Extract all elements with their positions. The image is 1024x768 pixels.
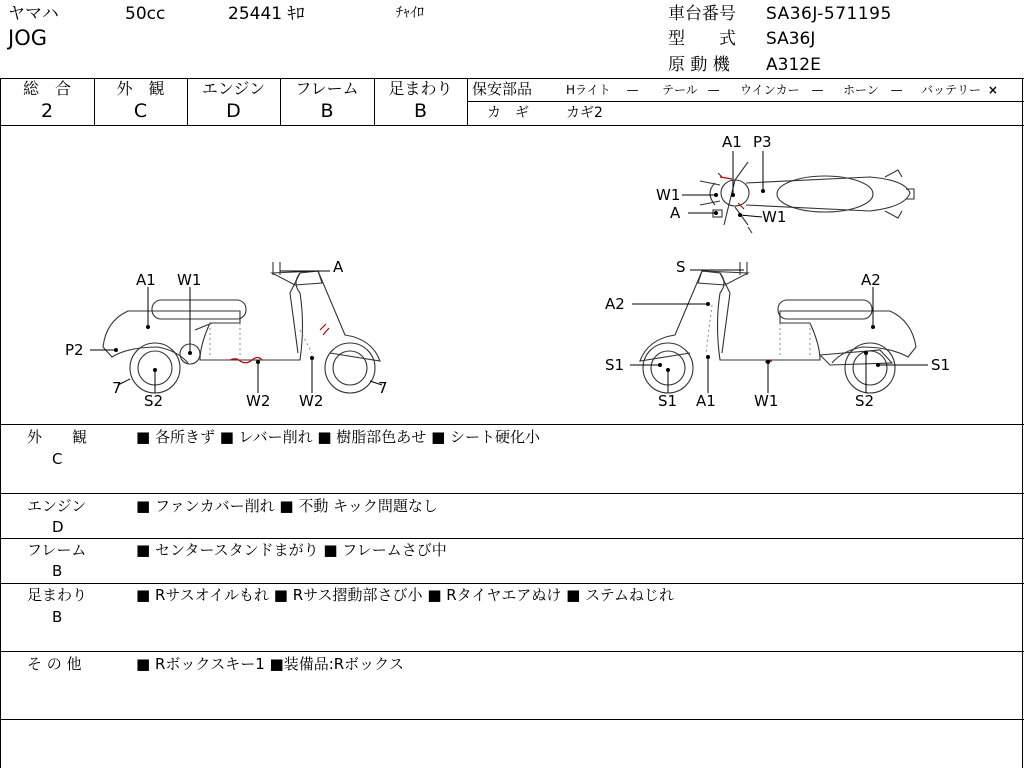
remark-category-engine: エンジン (27, 497, 87, 515)
grade-frame-value: B (320, 100, 334, 122)
diagram-label: W2 (246, 392, 271, 410)
safety-battery (921, 84, 998, 96)
model-name: JOG (8, 26, 47, 50)
diagram-label: W1 (656, 186, 681, 204)
scooter-top-view (700, 162, 914, 233)
safety-horn (843, 84, 903, 96)
remark-category-other: そ の 他 (27, 655, 82, 673)
remark-text-exterior: ■ 各所きず ■ レバー削れ ■ 樹脂部色あせ ■ シート硬化小 (136, 428, 541, 446)
grid-line (468, 101, 1024, 102)
diagram-label: A2 (861, 271, 881, 289)
displacement: 50cc (125, 4, 166, 24)
diagram-label: P2 (65, 341, 84, 359)
grade-suspension-value: B (413, 100, 428, 122)
diagram-label: P3 (753, 133, 772, 151)
safety-item-status: × (987, 83, 998, 97)
safety-item-name: Hライト (566, 83, 611, 97)
frame-number-label: 車台番号 (668, 4, 736, 24)
remark-grade-suspension: B (52, 608, 63, 626)
grid-line (0, 651, 1024, 652)
diagram-label: 7 (112, 379, 122, 397)
grade-exterior-label: 外 観 (116, 79, 165, 98)
diagram-label: A (333, 258, 344, 276)
mileage: 25441 ｷﾛ (228, 4, 305, 24)
diagram-label: A2 (605, 295, 625, 313)
remark-grade-exterior: C (52, 450, 63, 468)
safety-headlight (566, 84, 639, 96)
maker: ヤマハ (8, 4, 59, 24)
remark-category-frame: フレーム (27, 541, 87, 559)
key-value: カギ2 (566, 105, 603, 121)
safety-parts-label: 保安部品 (472, 80, 533, 98)
diagram-label: W1 (754, 392, 779, 410)
grid-line (0, 493, 1024, 494)
grid-line (467, 78, 468, 125)
safety-item-status: — (811, 83, 824, 97)
safety-item-name: ウインカー (740, 83, 800, 97)
grid-line (0, 538, 1024, 539)
damage-diagram (0, 125, 1024, 425)
grade-overall-label: 総 合 (22, 79, 71, 98)
frame-number-value: SA36J-571195 (766, 4, 892, 24)
grade-suspension-label: 足まわり (388, 79, 453, 98)
safety-item-name: テール (662, 83, 698, 97)
engine-type-value: A312E (766, 55, 821, 75)
remark-grade-frame: B (52, 562, 63, 580)
remark-grade-engine: D (52, 518, 64, 536)
diagram-label: 7 (378, 379, 388, 397)
diagram-label: A1 (722, 133, 742, 151)
remark-category-exterior: 外 観 (27, 428, 88, 446)
model-type-value: SA36J (766, 29, 816, 49)
safety-item-name: バッテリー (921, 83, 982, 97)
safety-item-status: — (707, 83, 720, 97)
diagram-label: S (676, 258, 686, 276)
remark-text-engine: ■ ファンカバー削れ ■ 不動 キック問題なし (136, 497, 438, 515)
remark-text-suspension: ■ Rサスオイルもれ ■ Rサス摺動部さび小 ■ Rタイヤエアぬけ ■ ステムねじれ (136, 586, 675, 604)
diagram-label: W1 (762, 208, 787, 226)
safety-item-name: ホーン (843, 83, 879, 97)
key-label: カ ギ (487, 105, 529, 121)
remark-text-other: ■ Rボックスキー1 ■装備品:Rボックス (136, 655, 405, 673)
engine-type-label: 原 動 機 (668, 55, 730, 75)
remark-text-frame: ■ センタースタンドまがり ■ フレームさび中 (136, 541, 447, 559)
diagram-label: S2 (855, 392, 875, 410)
color: ﾁｬｲﾛ (396, 5, 424, 21)
diagram-label: A (670, 204, 681, 222)
grade-engine-label: エンジン (201, 79, 266, 98)
diagram-label: W2 (299, 392, 324, 410)
diagram-label: W1 (177, 271, 202, 289)
diagram-label: S2 (144, 392, 164, 410)
grid-line (0, 583, 1024, 584)
grade-frame-label: フレーム (295, 79, 359, 98)
safety-winker (740, 84, 823, 96)
grade-overall-value: 2 (40, 100, 54, 122)
diagram-label: S1 (605, 356, 625, 374)
safety-tail (662, 84, 720, 96)
diagram-label: S1 (931, 356, 951, 374)
diagram-label: S1 (658, 392, 678, 410)
safety-item-status: — (890, 83, 903, 97)
remark-category-suspension: 足まわり (27, 586, 88, 604)
diagram-label: A1 (136, 271, 156, 289)
diagram-label: A1 (696, 392, 716, 410)
grade-exterior-value: C (133, 100, 148, 122)
safety-item-status: — (626, 83, 639, 97)
grade-engine-value: D (226, 100, 241, 122)
model-type-label: 型 式 (668, 29, 736, 49)
grid-line (0, 719, 1024, 720)
